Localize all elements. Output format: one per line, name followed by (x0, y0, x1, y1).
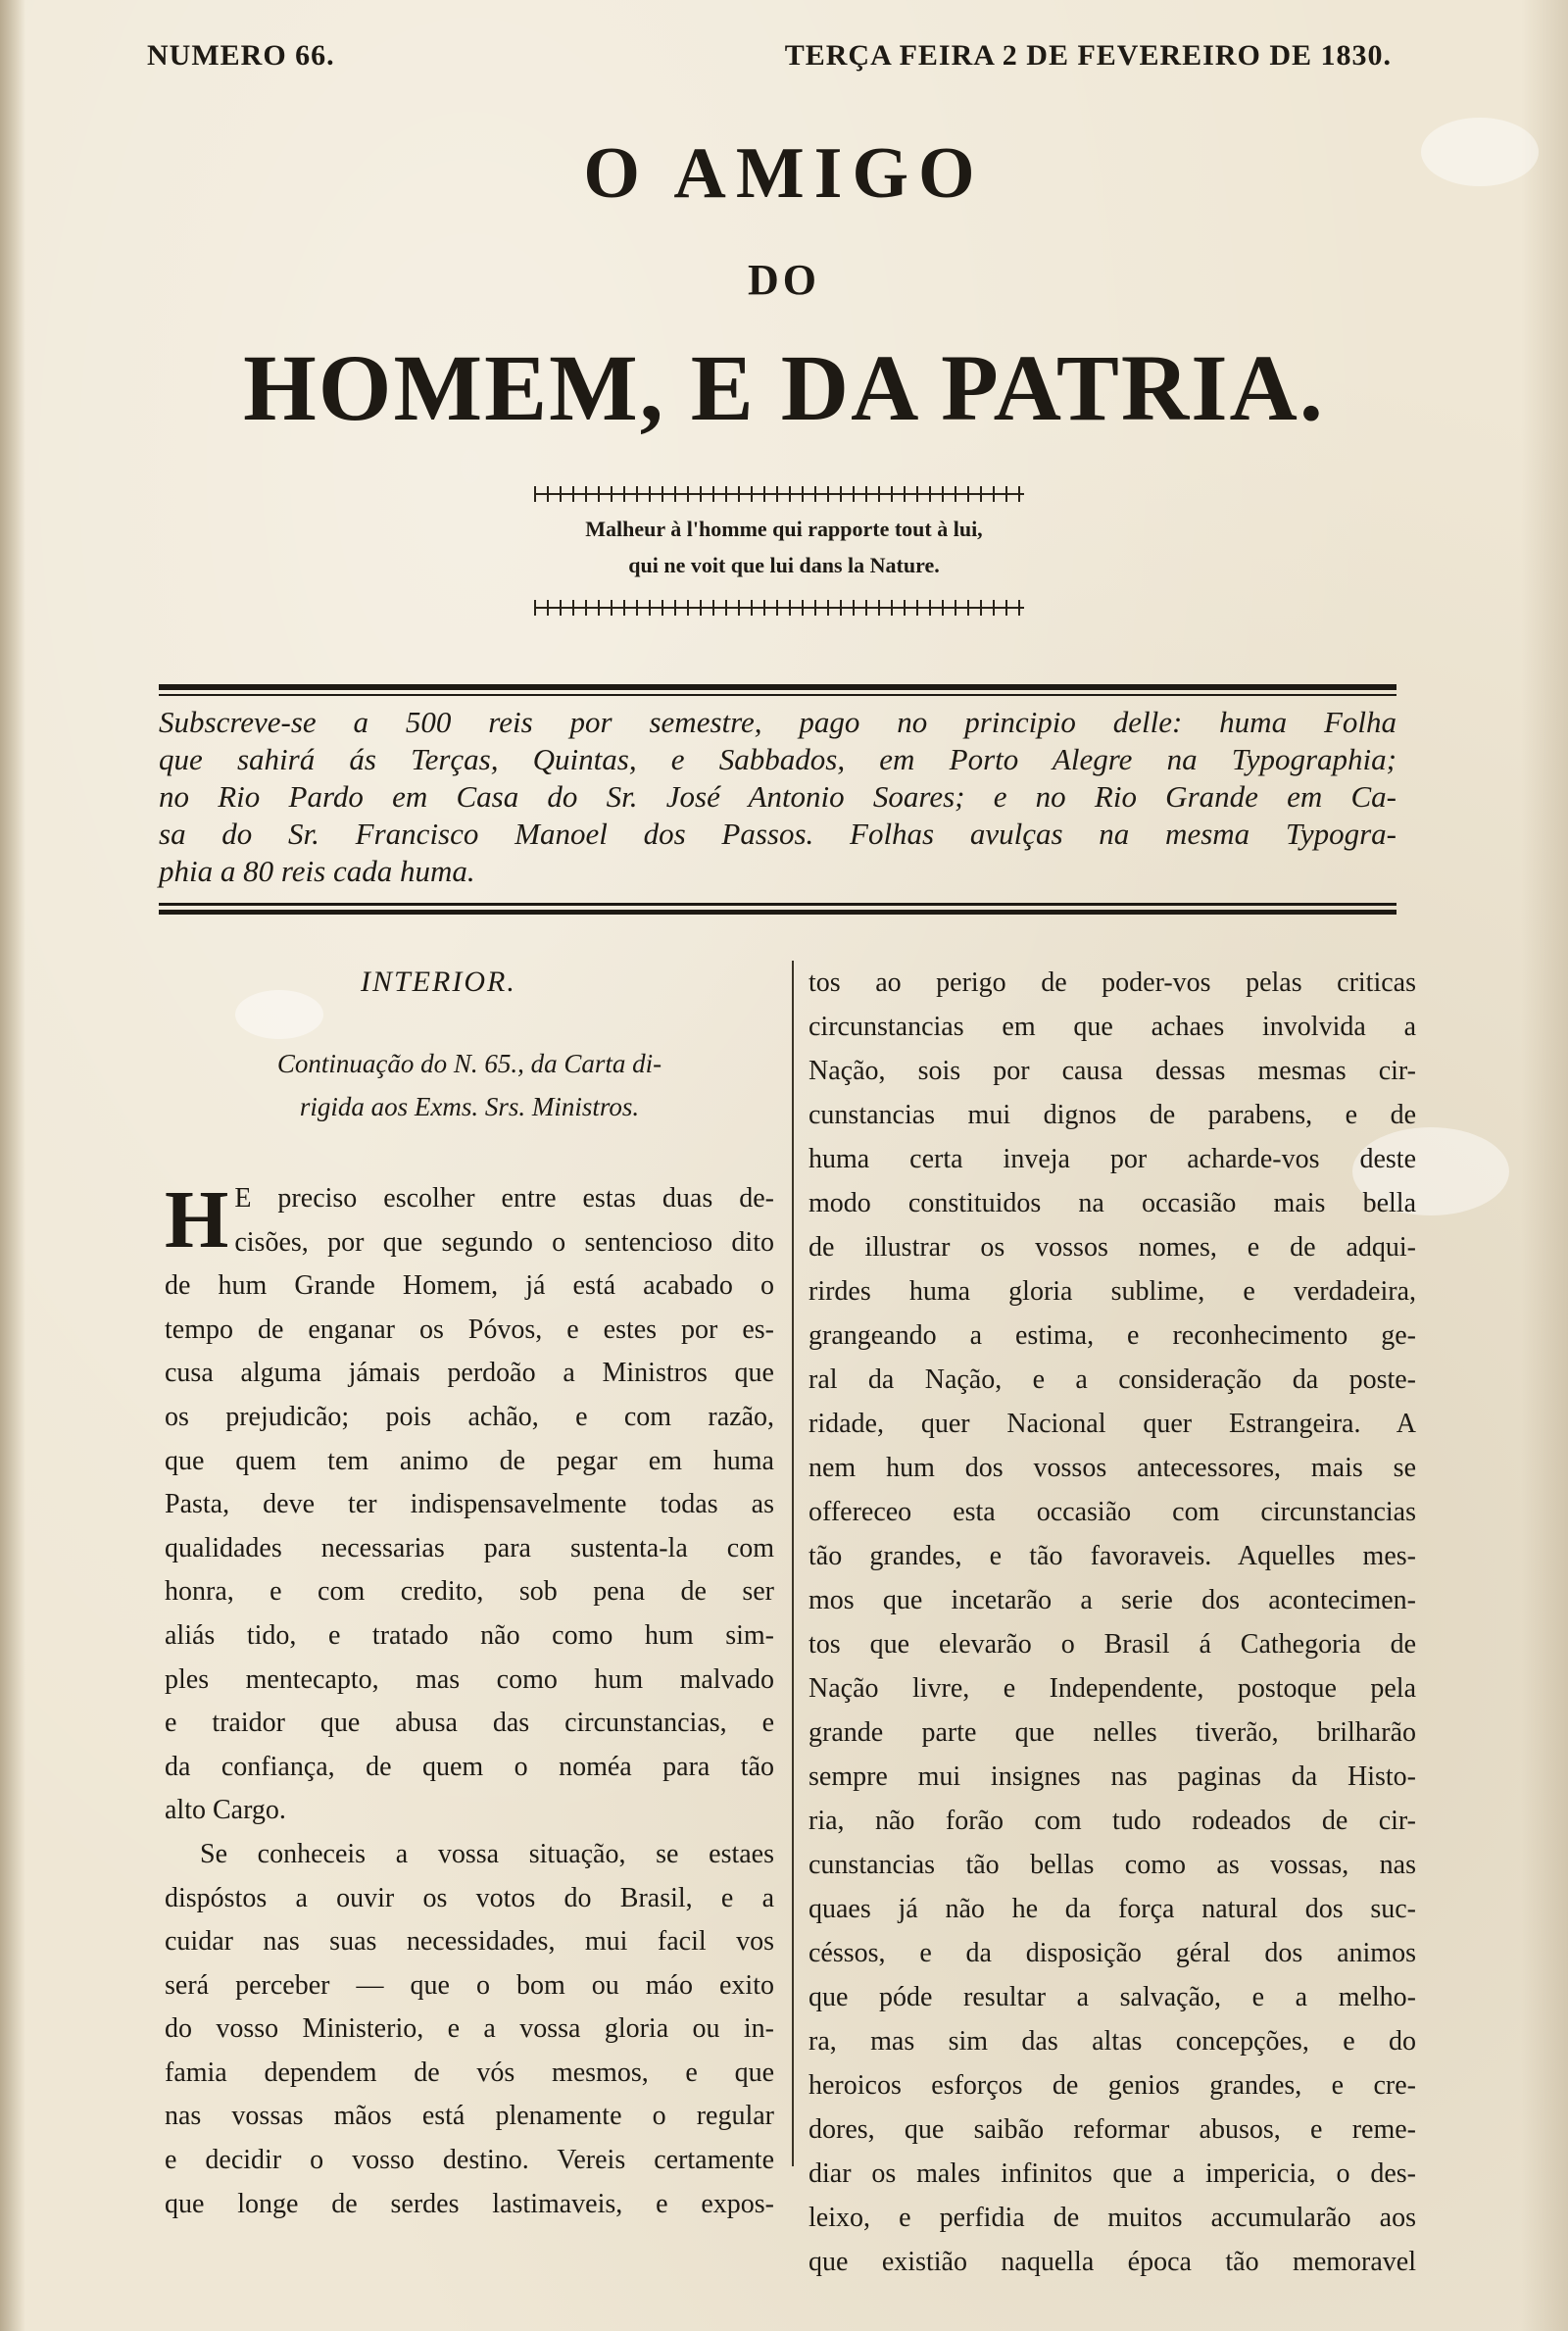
text-line: Nação livre, e Independente, postoque pela (808, 1673, 1416, 1704)
text-line: do vosso Ministerio, e a vossa gloria ou in- (165, 2013, 774, 2045)
text-line: e traidor que abusa das circunstancias, e (165, 1708, 774, 1739)
text-line: ra, mas sim das altas concepções, e do (808, 2026, 1416, 2057)
text-line: famia dependem de vós mesmos, e que (165, 2057, 774, 2088)
text-line: tempo de enganar os Póvos, e estes por es- (165, 1314, 774, 1345)
subscription-line: que sahirá ás Terças, Quintas, e Sabbados, em Porto Alegre na Typographia; (159, 742, 1396, 776)
text-line: cisões, por que segundo o sentencioso dito (234, 1226, 774, 1258)
divider-rule (159, 694, 1396, 696)
text-line: mos que incetarão a serie dos acontecimen- (808, 1585, 1416, 1615)
subtitle-line: Continuação do N. 65., da Carta di- (276, 1049, 662, 1078)
text-line: e decidir o vosso destino. Vereis certamente (165, 2145, 774, 2176)
text-line: de hum Grande Homem, já está acabado o (165, 1270, 774, 1302)
text-line: alto Cargo. (165, 1795, 286, 1826)
text-line: modo constituidos na occasião mais bella (808, 1188, 1416, 1218)
text-line: que existião naquella época tão memoravel (808, 2247, 1416, 2277)
subscription-line: no Rio Pardo em Casa do Sr. José Antonio Soares; e no Rio Grande em Ca- (159, 779, 1396, 814)
column-divider (792, 961, 794, 2166)
text-line: que quem tem animo de pegar em huma (165, 1445, 774, 1476)
text-line: nem hum dos vossos antecessores, mais se (808, 1453, 1416, 1483)
text-line: huma certa inveja por acharde-vos deste (808, 1144, 1416, 1174)
text-line: cusa alguma jámais perdoão a Ministros que (165, 1358, 774, 1389)
text-line: Nação, sois por causa dessas mesmas cir- (808, 1056, 1416, 1086)
left-column (165, 966, 774, 2226)
section-title: INTERIOR. (361, 966, 516, 998)
ornamental-rule-top (534, 486, 1024, 502)
text-line: dispóstos a ouvir os votos do Brasil, e a (165, 1882, 774, 1913)
masthead-header (137, 29, 1392, 88)
text-line: tão grandes, e tão favoraveis. Aquelles mes- (808, 1541, 1416, 1571)
text-line: ples mentecapto, mas como hum malvado (165, 1663, 774, 1695)
text-line: cunstancias tão bellas como as vossas, nas (808, 1850, 1416, 1880)
text-line: aliás tido, e tratado não como hum sim- (165, 1619, 774, 1651)
title-line-2: DO (748, 256, 820, 304)
text-line: os prejudicão; pois achão, e com razão, (165, 1401, 774, 1432)
text-line: tos ao perigo de poder-vos pelas criticas (808, 967, 1416, 998)
text-line: honra, e com credito, sob pena de ser (165, 1576, 774, 1608)
text-line: diar os males infinitos que a impericia, o des- (808, 2158, 1416, 2189)
text-line: que póde resultar a salvação, e a melho- (808, 1982, 1416, 2012)
title-line-3: HOMEM, E DA PATRIA. (243, 335, 1325, 440)
text-line: heroicos esforços de genios grandes, e cre- (808, 2070, 1416, 2101)
text-line: nas vossas mãos está plenamente o regular (165, 2101, 774, 2132)
text-line: E preciso escolher entre estas duas de- (234, 1183, 774, 1214)
subscription-line: Subscreve-se a 500 reis por semestre, pago no principio delle: huma Folha (159, 705, 1396, 739)
text-line: que longe de serdes lastimaveis, e expos- (165, 2188, 774, 2219)
divider-rule (159, 903, 1396, 906)
text-line: dores, que saibão reformar abusos, e reme- (808, 2114, 1416, 2145)
title-line-1: O AMIGO (583, 133, 985, 214)
article-subtitle (165, 1042, 774, 1128)
subtitle-line: rigida aos Exms. Srs. Ministros. (299, 1092, 640, 1121)
text-line: rirdes huma gloria sublime, e verdadeira, (808, 1276, 1416, 1307)
text-line: céssos, e da disposição géral dos animos (808, 1938, 1416, 1968)
text-line: qualidades necessarias para sustenta-la com (165, 1532, 774, 1563)
text-line: da confiança, de quem o noméa para tão (165, 1751, 774, 1782)
text-line: Se conheceis a vossa situação, se estaes (200, 1838, 774, 1869)
right-column (808, 961, 1416, 2284)
text-line: offereceo esta occasião com circunstancias (808, 1497, 1416, 1527)
issue-number: NUMERO 66. (147, 39, 335, 72)
divider-rule (159, 910, 1396, 915)
subscription-line: sa do Sr. Francisco Manoel dos Passos. Folhas avulças na mesma Typogra- (159, 817, 1396, 851)
subscription-notice (159, 704, 1396, 890)
text-line: ral da Nação, e a consideração da poste- (808, 1364, 1416, 1395)
text-line: ria, não forão com tudo rodeados de cir- (808, 1806, 1416, 1836)
ornamental-rule-bottom (534, 600, 1024, 616)
text-line: circunstancias em que achaes involvida a (808, 1012, 1416, 1042)
text-line: de illustrar os vossos nomes, e de adqui- (808, 1232, 1416, 1263)
drop-cap: H (165, 1174, 229, 1265)
epigraph-line-1: Malheur à l'homme qui rapporte tout à lui, (585, 517, 983, 541)
text-line: ridade, quer Nacional quer Estrangeira. A (808, 1409, 1416, 1439)
text-line: Pasta, deve ter indispensavelmente todas as (165, 1489, 774, 1520)
epigraph-line-2: qui ne voit que lui dans la Nature. (628, 553, 940, 577)
text-line: grangeando a estima, e reconhecimento ge- (808, 1320, 1416, 1351)
subscription-line: phia a 80 reis cada huma. (159, 854, 475, 888)
text-line: cunstancias mui dignos de parabens, e de (808, 1100, 1416, 1130)
article-body (165, 1174, 774, 2226)
text-line: sempre mui insignes nas paginas da Histo- (808, 1761, 1416, 1792)
text-line: grande parte que nelles tiverão, brilharão (808, 1717, 1416, 1748)
text-line: tos que elevarão o Brasil á Cathegoria de (808, 1629, 1416, 1660)
text-line: quaes já não he da força natural dos suc- (808, 1894, 1416, 1924)
text-line: leixo, e perfidia de muitos accumularão aos (808, 2203, 1416, 2233)
text-line: será perceber — que o bom ou máo exito (165, 1969, 774, 2001)
text-line: cuidar nas suas necessidades, mui facil vos (165, 1926, 774, 1958)
divider-rule (159, 684, 1396, 690)
issue-date: TERÇA FEIRA 2 DE FEVEREIRO DE 1830. (784, 39, 1392, 72)
